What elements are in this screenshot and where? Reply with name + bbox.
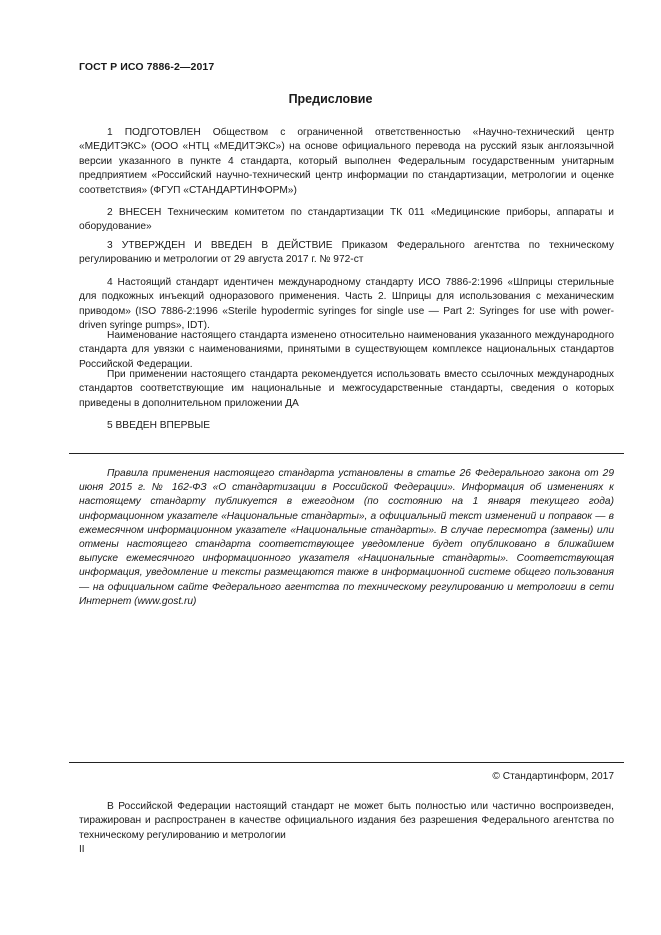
paragraph-approved: 3 УТВЕРЖДЕН И ВВЕДЕН В ДЕЙСТВИЕ Приказом Федерального агентства по техническому регулированию и метрологии от 29 августа 2017 г. № 972-ст <box>79 240 614 266</box>
standard-code: ГОСТ Р ИСО 7886-2—2017 <box>79 61 215 73</box>
paragraph-prepared-by: 1 ПОДГОТОВЛЕН Обществом с ограниченной ответственностью «Научно-технический центр «МЕДИТЭКС» (ООО «НТЦ «МЕДИТЭКС») на основе официального перевода на русский язык англоязычной версии указанного в пункте 4 стандарта, который выполнен Федеральным государственным унитарным предприятием «Российский научно-технический центр информации по стандартизации, метрологии и оценке соответствия» (ФГУП «СТАНДАРТИНФОРМ») <box>79 127 614 196</box>
paragraph-introduced: 5 ВВЕДЕН ВПЕРВЫЕ <box>107 420 211 431</box>
paragraph-name-change: Наименование настоящего стандарта изменено относительно наименования указанного международного стандарта для увязки с наименованиями, принятыми в существующем комплексе национальных стандартов Российской Федерации. <box>79 330 614 370</box>
copyright-line: © Стандартинформ, 2017 <box>492 771 614 782</box>
page-number: II <box>79 844 85 855</box>
page-title: Предисловие <box>288 92 373 106</box>
paragraph-identity: 4 Настоящий стандарт идентичен международному стандарту ИСО 7886-2:1996 «Шприцы стерильные для подкожных инъекций одноразового применения. Часть 2. Шприцы для использования с механическим приводом» (ISO 7886-2:1996 «Sterile hypodermic syringes for single use — Part 2: Syringes for use with power-driven syringe pumps», IDT). <box>79 277 614 332</box>
rights-notice: В Российской Федерации настоящий стандарт не может быть полностью или частично воспроизведен, тиражирован и распространен в качестве официального издания без разрешения Федерального агентства по техническому регулированию и метрологии <box>79 801 614 841</box>
application-notice: Правила применения настоящего стандарта установлены в статье 26 Федерального закона от 29 июня 2015 г. № 162-ФЗ «О стандартизации в Российской Федерации». Информация об изменениях к настоящему стандарту публикуется в ежегодном (по состоянию на 1 января текущего года) информационном указателе «Национальные стандарты», а официальный текст изменений и поправок — в ежемесячном информационном указателе «Национальные стандарты». В случае пересмотра (замены) или отмены настоящего стандарта соответствующее уведомление будет опубликовано в ближайшем выпуске ежемесячного информационного указателя «Национальные стандарты». Соответствующая информация, уведомление и тексты размещаются также в информационной системе общего пользования — на официальном сайте Федерального агентства по техническому регулированию и метрологии в сети Интернет (www.gost.ru) <box>79 468 614 607</box>
paragraph-references: При применении настоящего стандарта рекомендуется использовать вместо ссылочных международных стандартов соответствующие им национальные и межгосударственные стандарты, сведения о которых приведены в дополнительном приложении ДА <box>79 369 614 409</box>
paragraph-submitted-by: 2 ВНЕСЕН Техническим комитетом по стандартизации ТК 011 «Медицинские приборы, аппараты и оборудование» <box>79 207 614 233</box>
divider-top <box>69 453 624 454</box>
divider-bottom <box>69 762 624 763</box>
